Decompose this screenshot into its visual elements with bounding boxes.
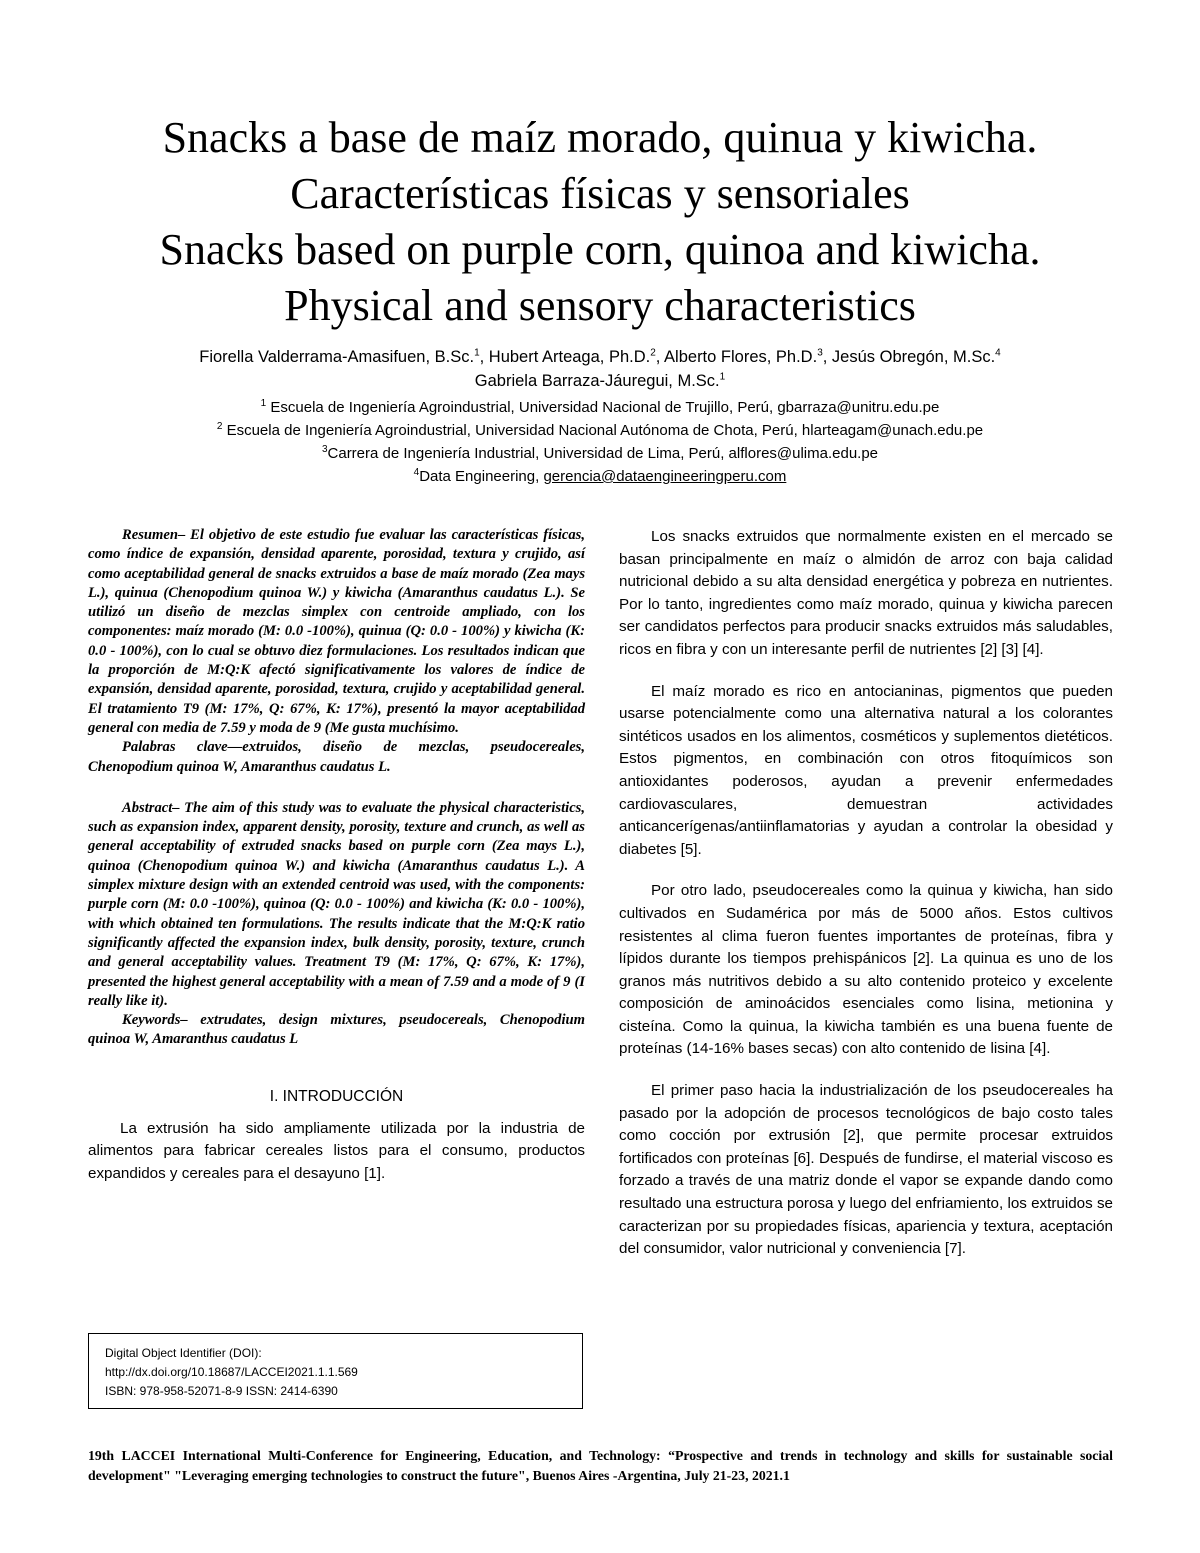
left-column (88, 526, 585, 1186)
affiliation-1-text: Escuela de Ingeniería Agroindustrial, Universidad Nacional de Trujillo, Perú, gbarraza@unitru.edu.pe (266, 399, 940, 416)
affiliation-2 (60, 419, 1140, 442)
abstract-text: Abstract– The aim of this study was to evaluate the physical characteristics, such as expansion index, apparent density, porosity, texture and crunch, as well as general acceptability of extruded snacks based on purple corn (Zea mays L.), quinoa (Chenopodium quinoa W.) and kiwicha (Amaranthus caudatus L.). A simplex mixture design with an extended centroid was used, with the components: purple corn (M: 0.0 -100%), quinoa (Q: 0.0 - 100%) and kiwicha (K: 0.0 - 100%), with which obtained ten formulations. The results indicate that the M:Q:K ratio significantly affected the expansion index, bulk density, porosity, texture, crunch and general acceptability values. Treatment T9 (M: 17%, Q: 67%, K: 17%), presented the highest general acceptability with a mean of 7.59 and a mode of 9 (I really like it). (88, 799, 585, 1009)
intro-paragraph-4: Por otro lado, pseudocereales como la quinua y kiwicha, han sido cultivados en Sudamérica por más de 5000 años. Estos cultivos resistentes al clima fueron fuentes importantes de proteínas, fibra y lípidos durante los tiempos prehispánicos [2]. La quinua es uno de los granos más nutritivos debido a su alto contenido proteico y excelente composición de aminoácidos esenciales como lisina, metionina y cisteína. Como la quinua, la kiwicha también es una buena fuente de proteínas (14-16% bases secas) con alto contenido de lisina [4]. (619, 882, 1113, 1058)
author-1: Fiorella Valderrama-Amasifuen, B.Sc. (199, 348, 475, 366)
author-2-sup: 2 (650, 347, 656, 359)
affiliation-3-sup: 3 (321, 444, 328, 455)
paper-title (60, 110, 1140, 334)
title-line-2: Características físicas y sensoriales (290, 169, 910, 218)
resumen-block (88, 526, 585, 777)
affiliations (60, 396, 1140, 488)
affiliation-1 (60, 396, 1140, 419)
section-heading-introduccion: I. INTRODUCCIÓN (269, 1087, 404, 1105)
author-4: , Jesús Obregón, M.Sc. (822, 348, 996, 366)
page-number: 1 (783, 1468, 790, 1483)
conference-footer (88, 1446, 1113, 1486)
author-5: Gabriela Barraza-Jáuregui, M.Sc. (474, 372, 720, 390)
abstract-keywords: Keywords– extrudates, design mixtures, pseudocereals, Chenopodium quinoa W, Amaranthus caudatus L (88, 1012, 585, 1048)
intro-paragraph-5: El primer paso hacia la industrialización de los pseudocereales ha pasado por la adopción de procesos tecnológicos de bajo costo tales como cocción por extrusión [2], que permite procesar extruidos fortificados con proteínas [6]. Después de fundirse, el material viscoso es forzado a través de una matriz donde el vapor se expande dando como resultado una estructura porosa y luego del enfriamiento, los extruidos se caracterizan por su propiedades físicas, apariencia y textura, aceptación del consumidor, valor nutricional y conveniencia [7]. (619, 1082, 1113, 1258)
abstract-block (88, 799, 585, 1050)
affiliation-1-sup: 1 (260, 398, 267, 409)
affiliation-4-text: Data Engineering, (419, 468, 544, 485)
affiliation-4-email-link[interactable]: gerencia@dataengineeringperu.com (543, 468, 787, 485)
author-2: , Hubert Arteaga, Ph.D. (479, 348, 651, 366)
title-line-1: Snacks a base de maíz morado, quinua y kiwicha. (162, 113, 1038, 162)
affiliation-3 (60, 442, 1140, 465)
affiliation-4 (60, 465, 1140, 488)
title-line-3: Snacks based on purple corn, quinoa and kiwicha. (159, 225, 1041, 274)
doi-url-link[interactable]: http://dx.doi.org/10.18687/LACCEI2021.1.1.569 (105, 1365, 358, 1379)
author-3-sup: 3 (817, 347, 823, 359)
isbn-issn: ISBN: 978-958-52071-8-9 ISSN: 2414-6390 (105, 1384, 338, 1398)
affiliation-2-text: Escuela de Ingeniería Agroindustrial, Universidad Nacional Autónoma de Chota, Perú, hlarteagam@unach.edu.pe (222, 422, 984, 439)
resumen-keywords: Palabras clave—extruidos, diseño de mezclas, pseudocereales, Chenopodium quinoa W, Amaranthus caudatus L. (88, 739, 585, 775)
affiliation-3-text: Carrera de Ingeniería Industrial, Universidad de Lima, Perú, alflores@ulima.edu.pe (327, 445, 879, 462)
author-3: , Alberto Flores, Ph.D. (655, 348, 818, 366)
affiliation-2-sup: 2 (216, 421, 223, 432)
right-column (619, 526, 1113, 1280)
intro-paragraph-2: Los snacks extruidos que normalmente existen en el mercado se basan principalmente en maíz o almidón de arroz con baja calidad nutricional debido a su alta densidad energética y pobreza en nutrientes. Por lo tanto, ingredientes como maíz morado, quinua y kiwicha parecen ser candidatos perfectos para producir snacks extruidos más saludables, ricos en fibra y con un interesante perfil de nutrientes [2] [3] [4]. (619, 528, 1113, 658)
title-line-4: Physical and sensory characteristics (284, 281, 916, 330)
doi-label: Digital Object Identifier (DOI): (105, 1346, 262, 1360)
footer-text: 19th LACCEI International Multi-Conference for Engineering, Education, and Technology: “Prospective and trends in technology and skills for sustainable social development" "Leveraging emerging technologies to construct the future", Buenos Aires -Argentina, July 21-23, 2021. (88, 1448, 1113, 1483)
author-5-sup: 1 (719, 371, 726, 383)
author-list (60, 345, 1140, 393)
affiliation-4-sup: 4 (413, 467, 420, 478)
intro-paragraph-1: La extrusión ha sido ampliamente utilizada por la industria de alimentos para fabricar cereales listos para el consumo, productos expandidos y cereales para el desayuno [1]. (88, 1119, 585, 1182)
resumen-text: Resumen– El objetivo de este estudio fue evaluar las características físicas, como índice de expansión, densidad aparente, porosidad, textura y crujido, así como aceptabilidad general de snacks extruidos a base de maíz morado (Zea mays L.), quinua (Chenopodium quinoa W.) y kiwicha (Amaranthus caudatus L.). Se utilizó un diseño de mezclas simplex con centroide ampliado, con los componentes: maíz morado (M: 0.0 -100%), quinua (Q: 0.0 - 100%) y kiwicha (K: 0.0 - 100%), con lo cual se obtuvo diez formulaciones. Los resultados indican que la proporción de M:Q:K afectó significativamente los valores de índice de expansión, densidad aparente, porosidad, textura, crujido y aceptabilidad general. El tratamiento T9 (M: 17%, Q: 67%, K: 17%), presentó la mayor aceptabilidad general con media de 7.59 y moda de 9 (Me gusta muchísimo. (88, 527, 585, 736)
author-1-sup: 1 (474, 347, 480, 359)
intro-paragraph-3: El maíz morado es rico en antocianinas, pigmentos que pueden usarse potencialmente como una alternativa natural a los colorantes sintéticos usados en los alimentos, cosméticos y suplementos dietéticos. Estos pigmentos, en combinación con otros fitoquímicos son antioxidantes poderosos, ayudan a prevenir enfermedades cardiovasculares, demuestran actividades anticancerígenas/antiinflamatorias y ayudan a controlar la obesidad y diabetes [5]. (619, 682, 1113, 858)
doi-box (88, 1333, 583, 1409)
author-4-sup: 4 (995, 347, 1001, 359)
